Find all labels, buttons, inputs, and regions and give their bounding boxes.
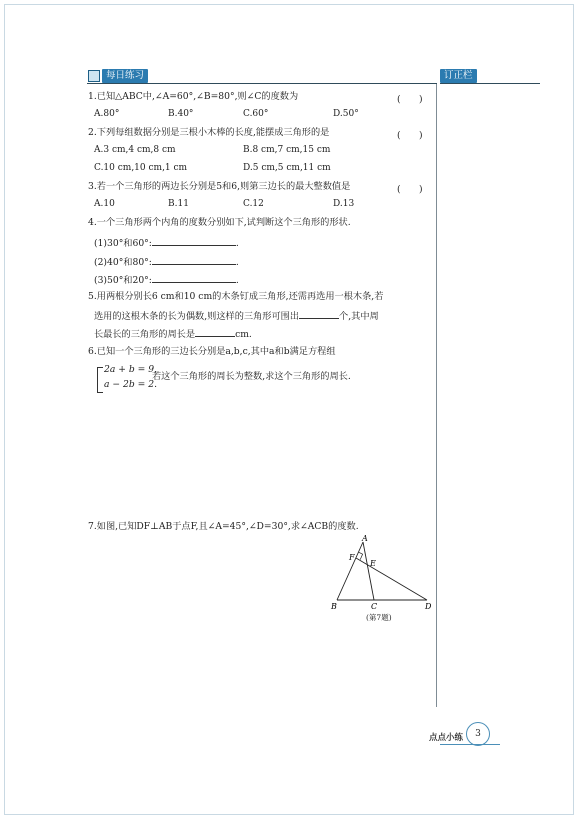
page-number: 3 bbox=[466, 722, 490, 746]
triangle-figure bbox=[326, 532, 434, 612]
question-2-answer-paren: ( ) bbox=[397, 130, 423, 141]
q6-equation-1: 2a + b = 9, bbox=[104, 364, 158, 375]
label-f: F bbox=[349, 553, 355, 562]
daily-practice-header bbox=[88, 69, 148, 83]
segment-fd bbox=[356, 558, 427, 600]
question-5-line-1: 5.用两根分别长6 cm和10 cm的木条钉成三角形,还需再选用一根木条,若 bbox=[88, 291, 384, 302]
footer-label: 点点小练 bbox=[429, 733, 464, 743]
question-6-line-1: 6.已知一个三角形的三边长分别是a,b,c,其中a和b满足方程组 bbox=[88, 346, 336, 357]
q4-item-1-label: (1)30°和60°: bbox=[94, 238, 152, 249]
question-7: 7.如图,已知DF⊥AB于点F,且∠A=45°,∠D=30°,求∠ACB的度数. bbox=[88, 521, 359, 532]
q4-item-2-label: (2)40°和80°: bbox=[94, 257, 152, 268]
correction-divider bbox=[436, 84, 437, 707]
q4-item-1: (1)30°和60°: . bbox=[94, 235, 239, 251]
right-angle-mark bbox=[359, 552, 363, 559]
q4-blank-1[interactable] bbox=[152, 235, 236, 246]
q1-option-b: B.40° bbox=[168, 109, 194, 119]
q2-option-a: A.3 cm,4 cm,8 cm bbox=[94, 145, 176, 155]
q2-option-d: D.5 cm,5 cm,11 cm bbox=[243, 163, 331, 173]
correction-label: 订正栏 bbox=[440, 69, 477, 83]
q4-item-2: (2)40°和80°: . bbox=[94, 254, 239, 270]
q2-option-c: C.10 cm,10 cm,1 cm bbox=[94, 163, 188, 173]
q1-option-a: A.80° bbox=[94, 109, 120, 119]
label-e: E bbox=[370, 559, 376, 568]
q6-equation-2: a − 2b = 2. bbox=[104, 379, 158, 390]
q3-option-b: B.11 bbox=[168, 199, 189, 209]
correction-rule bbox=[440, 83, 540, 84]
question-5-line-2: 选用的这根木条的长为偶数,则这样的三角形可围出 个,其中周 bbox=[94, 308, 379, 324]
question-4: 4.一个三角形两个内角的度数分别如下,试判断这个三角形的形状. bbox=[88, 217, 351, 228]
footer-rule bbox=[440, 744, 500, 745]
label-c: C bbox=[371, 602, 378, 611]
pencil-icon bbox=[88, 70, 100, 82]
figure-caption: (第7题) bbox=[366, 613, 392, 622]
q2-option-b: B.8 cm,7 cm,15 cm bbox=[243, 145, 331, 155]
q3-option-d: D.13 bbox=[333, 199, 355, 209]
label-a: A bbox=[362, 534, 368, 543]
label-b: B bbox=[331, 602, 337, 611]
q4-blank-2[interactable] bbox=[152, 254, 236, 265]
question-1: 1.已知△ABC中,∠A=60°,∠B=80°,则∠C的度数为 bbox=[88, 91, 299, 102]
question-2: 2.下列每组数据分别是三根小木棒的长度,能摆成三角形的是 bbox=[88, 127, 330, 138]
question-3-answer-paren: ( ) bbox=[397, 184, 423, 195]
question-3: 3.若一个三角形的两边长分别是5和6,则第三边长的最大整数值是 bbox=[88, 181, 351, 192]
q5-blank-perimeter[interactable] bbox=[195, 326, 235, 337]
correction-header bbox=[440, 69, 477, 83]
segment-ac bbox=[363, 542, 374, 600]
q5-blank-count[interactable] bbox=[299, 308, 339, 319]
q3-option-c: C.12 bbox=[243, 199, 264, 209]
q3-option-a: A.10 bbox=[94, 199, 115, 209]
label-d: D bbox=[425, 602, 432, 611]
q1-option-c: C.60° bbox=[243, 109, 269, 119]
header-rule bbox=[87, 83, 437, 84]
equation-brace bbox=[97, 367, 103, 393]
q1-option-d: D.50° bbox=[333, 109, 359, 119]
daily-practice-label: 每日练习 bbox=[102, 69, 148, 83]
segment-ab bbox=[337, 542, 363, 600]
q4-item-3: (3)50°和20°: . bbox=[94, 272, 239, 288]
question-6-line-2: 若这个三角形的周长为整数,求这个三角形的周长. bbox=[152, 371, 351, 382]
question-1-answer-paren: ( ) bbox=[397, 94, 423, 105]
q4-blank-3[interactable] bbox=[152, 272, 236, 283]
q4-item-3-label: (3)50°和20°: bbox=[94, 275, 152, 286]
question-5-line-3: 长最长的三角形的周长是 cm. bbox=[94, 326, 252, 342]
